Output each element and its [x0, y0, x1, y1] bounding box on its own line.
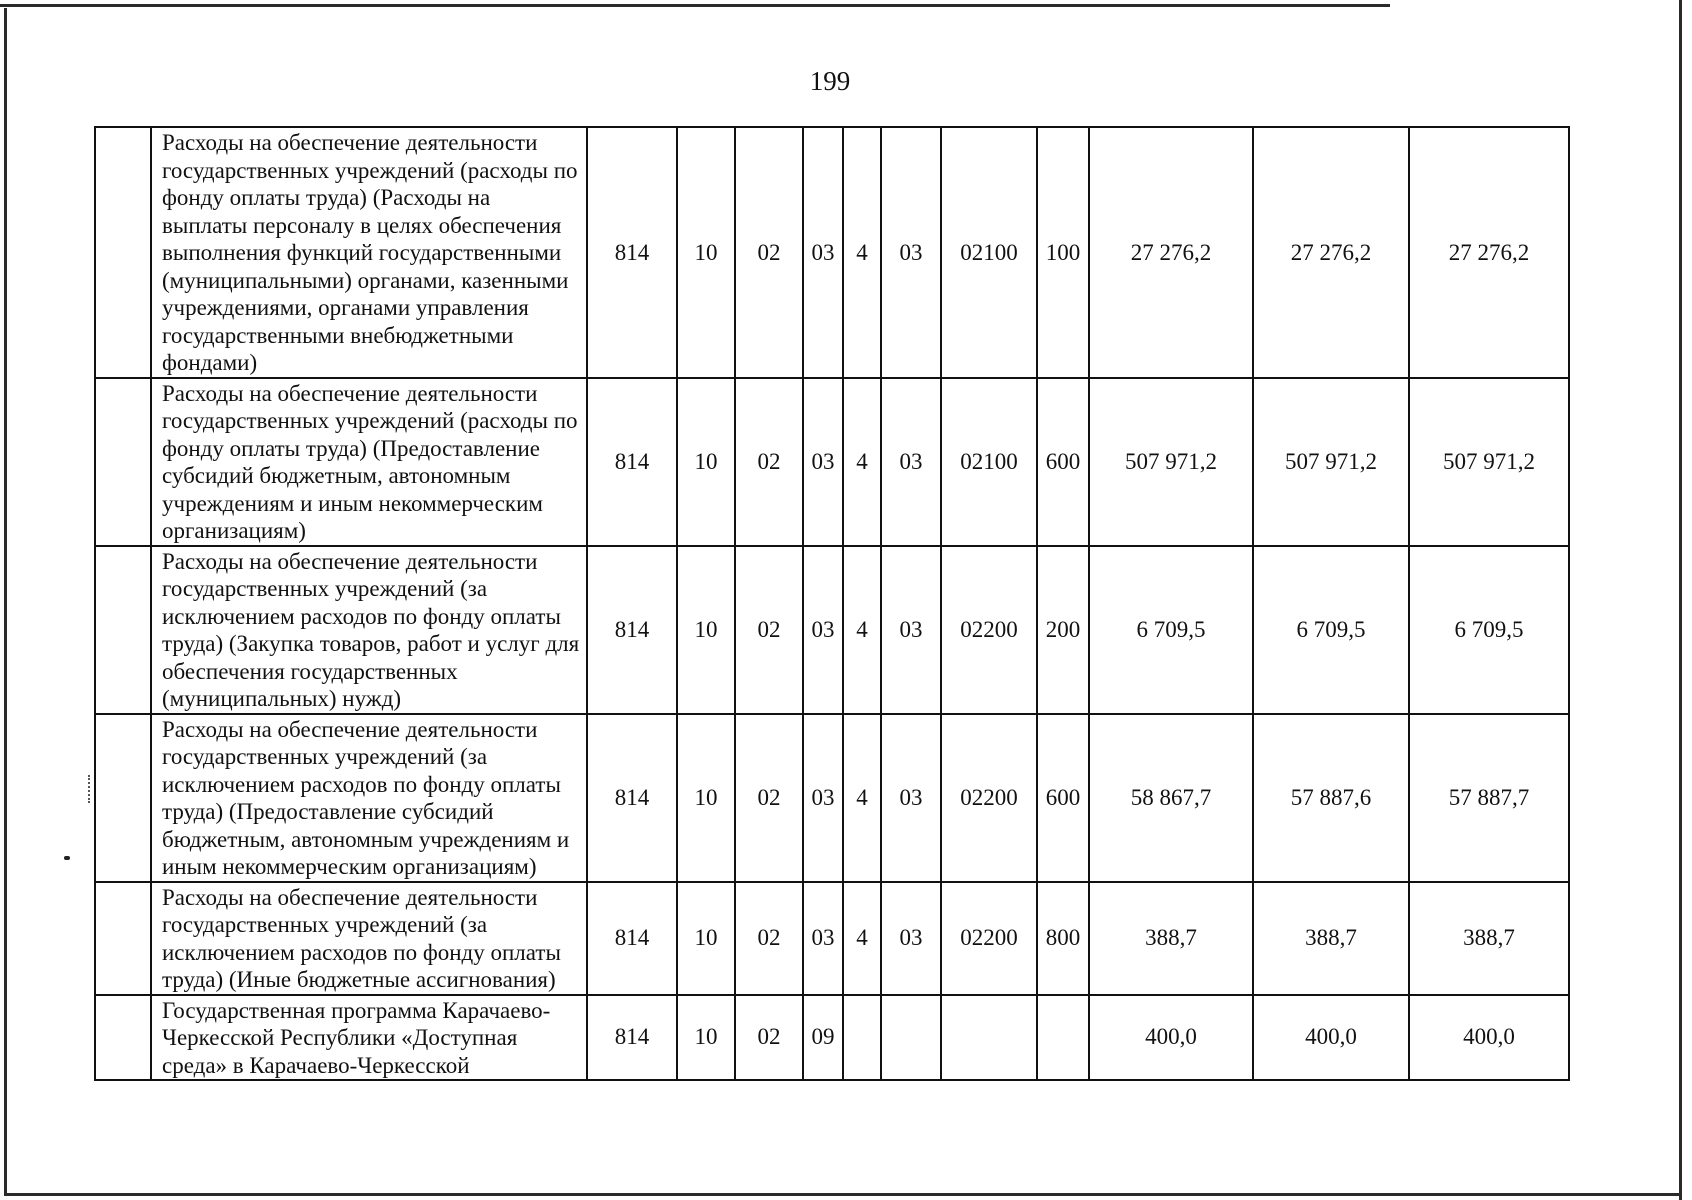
row-description: Расходы на обеспечение деятельности государственных учреждений (расходы по фонду оплаты труда) (Предоставление субсидий бюджетным, автономным учреждениям и иным некоммерческим организациям): [151, 378, 587, 546]
page-number: 199: [809, 66, 851, 96]
table-row: [95, 378, 1569, 546]
row-description: Расходы на обеспечение деятельности государственных учреждений (расходы по фонду оплаты труда) (Расходы на выплаты персоналу в целях обеспечения выполнения функций государственными (муниципальными) органами, казенными учреждениями, органами управления государственными внебюджетными фондами): [151, 127, 587, 378]
table-row: [95, 127, 1569, 378]
scan-edge-top: [0, 4, 1390, 7]
code-subsection: 02: [735, 882, 803, 995]
scan-edge-left: [4, 8, 7, 1196]
code-subprogram-type: 4: [843, 127, 881, 378]
amount-year-1: 27 276,2: [1089, 127, 1253, 378]
amount-year-1: 507 971,2: [1089, 378, 1253, 546]
code-ministry: 814: [587, 546, 677, 714]
code-section: 10: [677, 882, 735, 995]
table-row: [95, 995, 1569, 1080]
code-program: 09: [803, 995, 843, 1080]
code-direction: 02100: [941, 378, 1037, 546]
code-direction: 02200: [941, 546, 1037, 714]
amount-year-3: 27 276,2: [1409, 127, 1569, 378]
code-subsection: 02: [735, 995, 803, 1080]
code-section: 10: [677, 378, 735, 546]
amount-year-2: 400,0: [1253, 995, 1409, 1080]
amount-year-1: 400,0: [1089, 995, 1253, 1080]
row-description: Расходы на обеспечение деятельности государственных учреждений (за исключением расходов по фонду оплаты труда) (Иные бюджетные ассигнования): [151, 882, 587, 995]
row-description: Расходы на обеспечение деятельности государственных учреждений (за исключением расходов по фонду оплаты труда) (Закупка товаров, работ и услуг для обеспечения государственных (муниципальных) нужд): [151, 546, 587, 714]
row-number-cell: [95, 546, 151, 714]
code-subprogram-type: 4: [843, 378, 881, 546]
code-section: 10: [677, 127, 735, 378]
code-expense-type: 800: [1037, 882, 1089, 995]
code-ministry: 814: [587, 127, 677, 378]
amount-year-3: 400,0: [1409, 995, 1569, 1080]
code-program: 03: [803, 882, 843, 995]
amount-year-1: 58 867,7: [1089, 714, 1253, 882]
code-direction: 02100: [941, 127, 1037, 378]
code-subprogram: 03: [881, 378, 941, 546]
code-subsection: 02: [735, 378, 803, 546]
amount-year-3: 6 709,5: [1409, 546, 1569, 714]
code-program: 03: [803, 127, 843, 378]
amount-year-3: 57 887,7: [1409, 714, 1569, 882]
code-ministry: 814: [587, 995, 677, 1080]
code-expense-type: 600: [1037, 714, 1089, 882]
amount-year-1: 6 709,5: [1089, 546, 1253, 714]
scan-edge-bottom: [4, 1193, 1682, 1196]
row-number-cell: [95, 378, 151, 546]
amount-year-2: 27 276,2: [1253, 127, 1409, 378]
amount-year-2: 6 709,5: [1253, 546, 1409, 714]
amount-year-3: 507 971,2: [1409, 378, 1569, 546]
code-program: 03: [803, 378, 843, 546]
code-subprogram: 03: [881, 714, 941, 882]
table-row: [95, 882, 1569, 995]
code-ministry: 814: [587, 714, 677, 882]
code-expense-type: 100: [1037, 127, 1089, 378]
budget-table: [94, 126, 1570, 1081]
amount-year-2: 507 971,2: [1253, 378, 1409, 546]
code-expense-type: 200: [1037, 546, 1089, 714]
row-description: [151, 995, 587, 1080]
code-direction: [941, 995, 1037, 1080]
code-subprogram-type: 4: [843, 546, 881, 714]
scan-speck: [64, 856, 70, 860]
code-subprogram-type: 4: [843, 714, 881, 882]
code-subsection: 02: [735, 714, 803, 882]
code-expense-type: 600: [1037, 378, 1089, 546]
code-subprogram: 03: [881, 546, 941, 714]
code-subprogram: 03: [881, 127, 941, 378]
row-description: Расходы на обеспечение деятельности государственных учреждений (за исключением расходов по фонду оплаты труда) (Предоставление субсидий бюджетным, автономным учреждениям и иным некоммерческим организациям): [151, 714, 587, 882]
amount-year-2: 57 887,6: [1253, 714, 1409, 882]
scan-edge-right: [1679, 0, 1682, 1200]
row-number-cell: [95, 127, 151, 378]
code-subsection: 02: [735, 546, 803, 714]
table-row: [95, 546, 1569, 714]
code-ministry: 814: [587, 378, 677, 546]
code-subprogram-type: 4: [843, 882, 881, 995]
code-section: 10: [677, 995, 735, 1080]
table-row: [95, 714, 1569, 882]
amount-year-2: 388,7: [1253, 882, 1409, 995]
code-direction: 02200: [941, 882, 1037, 995]
code-subprogram: [881, 995, 941, 1080]
row-number-cell: [95, 882, 151, 995]
code-section: 10: [677, 714, 735, 882]
amount-year-1: 388,7: [1089, 882, 1253, 995]
code-direction: 02200: [941, 714, 1037, 882]
code-ministry: 814: [587, 882, 677, 995]
row-description-text: Государственная программа Карачаево-Черкесской Республики «Доступная среда» в Карачаево-Черкесской: [162, 997, 551, 1078]
row-number-cell: [95, 995, 151, 1080]
code-program: 03: [803, 546, 843, 714]
row-number-cell: [95, 714, 151, 882]
code-program: 03: [803, 714, 843, 882]
code-subsection: 02: [735, 127, 803, 378]
code-expense-type: [1037, 995, 1089, 1080]
amount-year-3: 388,7: [1409, 882, 1569, 995]
code-subprogram-type: [843, 995, 881, 1080]
code-subprogram: 03: [881, 882, 941, 995]
code-section: 10: [677, 546, 735, 714]
